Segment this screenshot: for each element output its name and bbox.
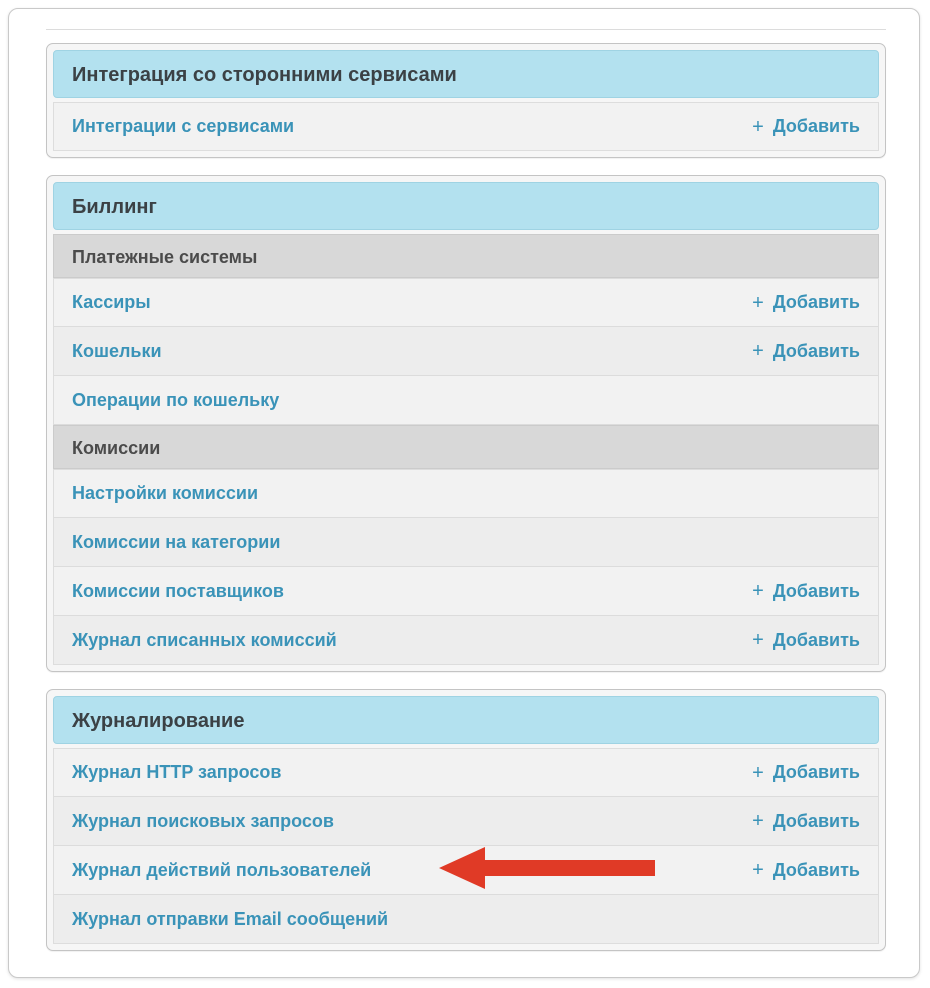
section-header-billing: Биллинг — [53, 182, 879, 230]
list-item[interactable] — [53, 846, 879, 895]
subheader-commissions: Комиссии — [53, 425, 879, 469]
section-integrations — [46, 43, 886, 158]
section-header-integrations: Интеграция со сторонними сервисами — [53, 50, 879, 98]
add-button[interactable] — [752, 762, 860, 783]
add-label: Добавить — [772, 340, 860, 361]
add-label: Добавить — [772, 859, 860, 880]
add-label: Добавить — [772, 629, 860, 650]
row-link-http-requests-log[interactable]: Журнал HTTP запросов — [72, 762, 282, 782]
row-link-user-actions-log[interactable]: Журнал действий пользователей — [72, 859, 372, 880]
list-item[interactable] — [53, 797, 879, 846]
row-link-wallet-operations[interactable]: Операции по кошельку — [72, 389, 280, 410]
top-divider — [46, 29, 886, 30]
plus-icon: + — [752, 580, 764, 602]
add-button[interactable] — [752, 116, 860, 137]
add-button[interactable] — [752, 292, 860, 313]
section-billing — [46, 175, 886, 672]
row-link-commission-settings[interactable]: Настройки комиссии — [72, 483, 259, 503]
page-frame — [8, 8, 920, 978]
row-link-search-requests-log[interactable]: Журнал поисковых запросов — [72, 810, 334, 831]
list-item[interactable] — [53, 895, 879, 944]
row-link-email-sending-log[interactable]: Журнал отправки Email сообщений — [72, 908, 389, 929]
plus-icon: + — [752, 810, 764, 832]
plus-icon: + — [752, 859, 764, 881]
section-logging — [46, 689, 886, 951]
add-label: Добавить — [772, 762, 860, 782]
settings-sections-container — [46, 29, 886, 951]
list-item[interactable] — [53, 376, 879, 425]
list-item[interactable] — [53, 469, 879, 518]
plus-icon: + — [752, 629, 764, 651]
row-link-category-commissions[interactable]: Комиссии на категории — [72, 531, 281, 552]
list-item[interactable] — [53, 748, 879, 797]
plus-icon: + — [752, 761, 764, 784]
add-button[interactable] — [752, 630, 860, 651]
plus-icon: + — [752, 340, 764, 362]
row-link-written-off-commissions-log[interactable]: Журнал списанных комиссий — [72, 629, 337, 650]
plus-icon: + — [752, 291, 764, 314]
add-label: Добавить — [772, 116, 860, 136]
subheader-payment-systems: Платежные системы — [53, 234, 879, 278]
add-button[interactable] — [752, 860, 860, 881]
add-button[interactable] — [752, 581, 860, 602]
list-item[interactable] — [53, 102, 879, 151]
row-link-supplier-commissions[interactable]: Комиссии поставщиков — [72, 580, 284, 601]
list-item[interactable] — [53, 278, 879, 327]
add-button[interactable] — [752, 341, 860, 362]
row-link-wallets[interactable]: Кошельки — [72, 340, 162, 361]
add-label: Добавить — [772, 580, 860, 601]
plus-icon: + — [752, 115, 764, 138]
section-header-logging: Журналирование — [53, 696, 879, 744]
list-item[interactable] — [53, 518, 879, 567]
add-label: Добавить — [772, 810, 860, 831]
row-link-cashiers[interactable]: Кассиры — [72, 292, 151, 312]
add-button[interactable] — [752, 811, 860, 832]
list-item[interactable] — [53, 616, 879, 665]
list-item[interactable] — [53, 567, 879, 616]
add-label: Добавить — [772, 292, 860, 312]
list-item[interactable] — [53, 327, 879, 376]
row-link-integrations-services[interactable]: Интеграции с сервисами — [72, 116, 295, 136]
